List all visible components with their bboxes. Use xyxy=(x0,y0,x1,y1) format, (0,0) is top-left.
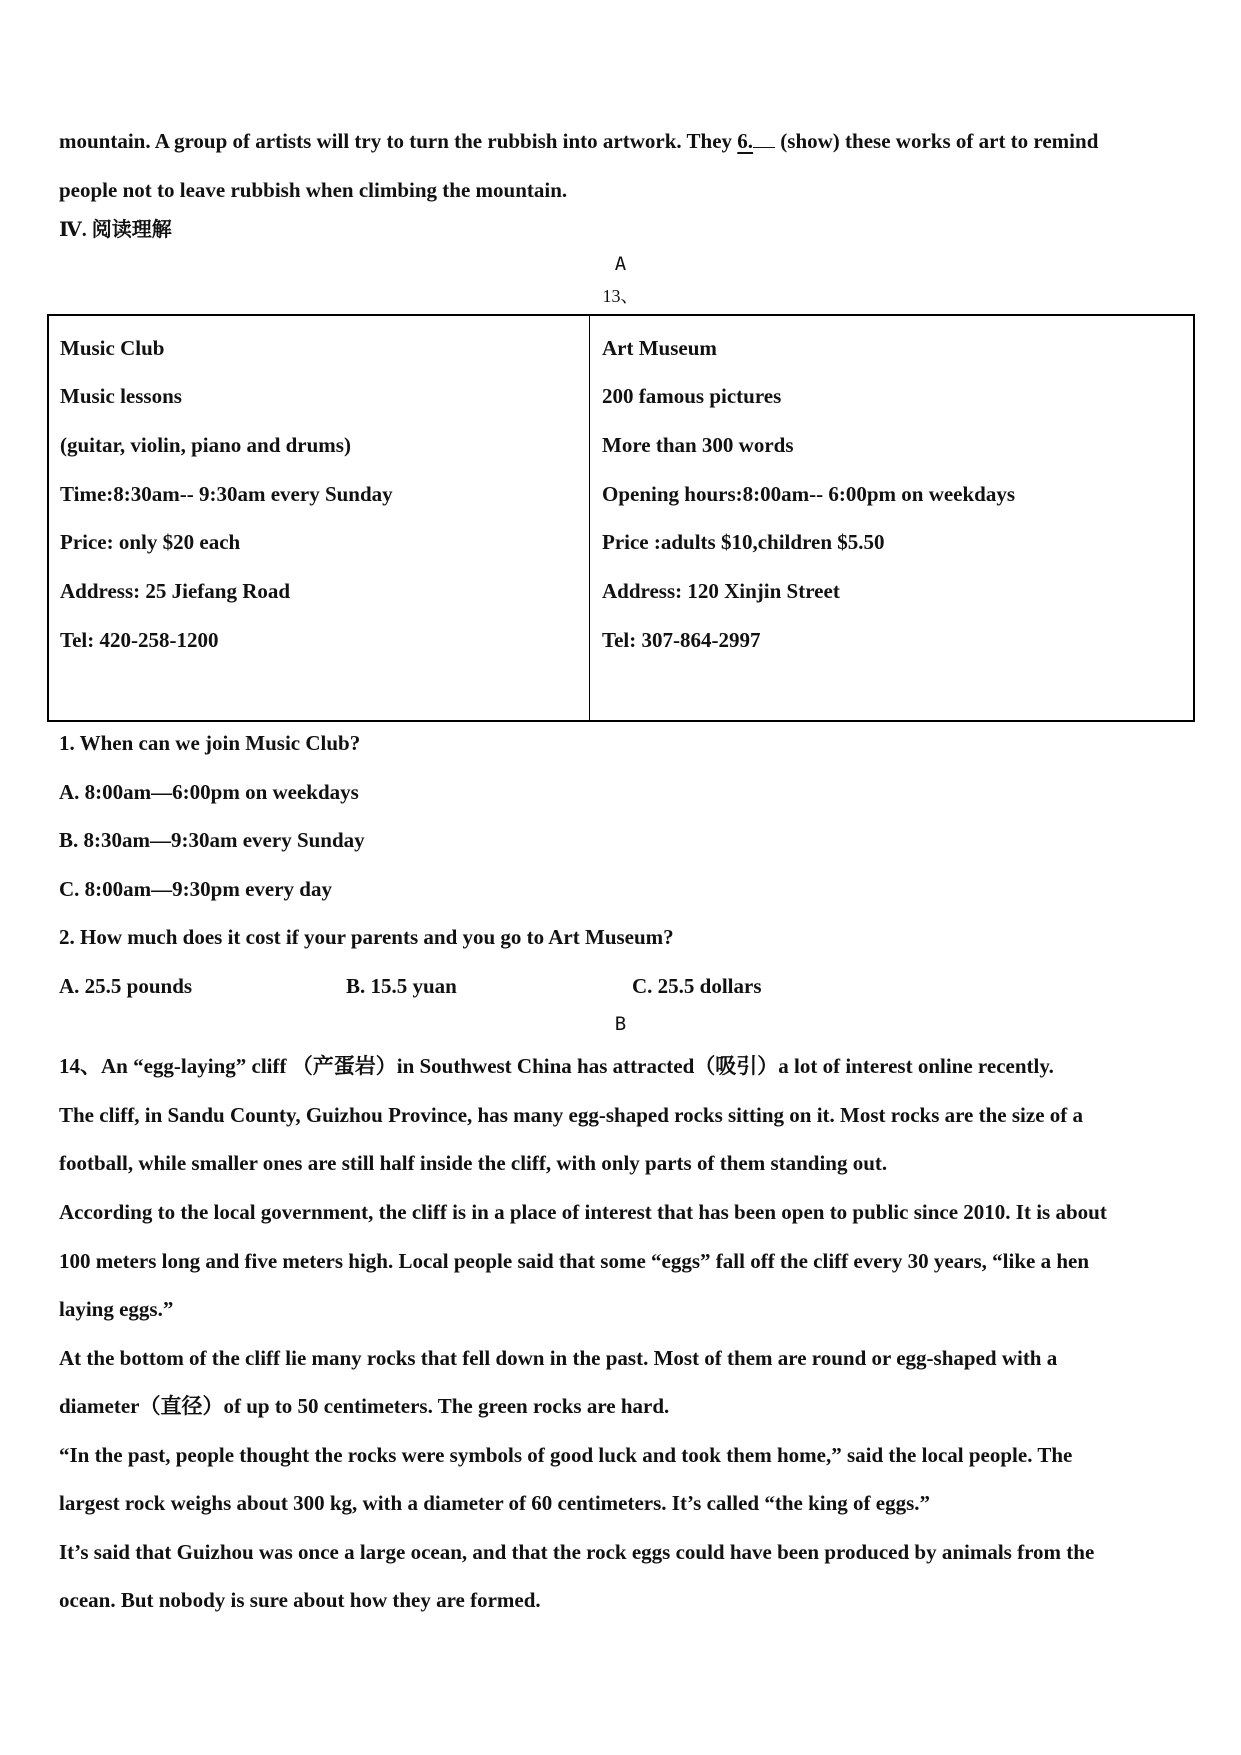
part-b-label: B xyxy=(614,1013,627,1035)
passage-b-line: 14、An “egg-laying” cliff （产蛋岩）in Southwest China has attracted（吸引）a lot of interest online recently. xyxy=(59,1054,1054,1078)
table-divider xyxy=(589,316,590,720)
passage-b-line: 100 meters long and five meters high. Local people said that some “eggs” fall off the cliff every 30 years, “like a hen xyxy=(59,1249,1090,1273)
passage-b-line: According to the local government, the cliff is in a place of interest that has been open to public since 2010. It is about xyxy=(59,1200,1107,1224)
music-club-time: Time:8:30am-- 9:30am every Sunday xyxy=(60,482,393,506)
q2-option-c[interactable]: C. 25.5 dollars xyxy=(632,974,762,998)
answer-blank-6[interactable]: 6. xyxy=(737,129,754,153)
passage-b-line: ocean. But nobody is sure about how they are formed. xyxy=(59,1588,541,1612)
art-museum-line: More than 300 words xyxy=(602,433,794,457)
art-museum-title: Art Museum xyxy=(602,336,717,360)
passage-b-line: laying eggs.” xyxy=(59,1297,174,1321)
q1-option-a[interactable]: A. 8:00am—6:00pm on weekdays xyxy=(59,780,359,804)
passage-b-line: diameter（直径）of up to 50 centimeters. The green rocks are hard. xyxy=(59,1394,670,1418)
passage-b-line: The cliff, in Sandu County, Guizhou Province, has many egg-shaped rocks sitting on it. Most rocks are the size of a xyxy=(59,1103,1084,1127)
passage-b-line: At the bottom of the cliff lie many rocks that fell down in the past. Most of them are round or egg-shaped with a xyxy=(59,1346,1058,1370)
music-club-line: Music lessons xyxy=(60,384,182,408)
art-museum-tel: Tel: 307-864-2997 xyxy=(602,628,761,652)
question-1: 1. When can we join Music Club? xyxy=(59,731,361,755)
passage-line-1 xyxy=(59,128,1201,154)
art-museum-price: Price :adults $10,children $5.50 xyxy=(602,530,885,554)
art-museum-address: Address: 120 Xinjin Street xyxy=(602,579,840,603)
blank-underline xyxy=(753,129,775,148)
art-museum-line: 200 famous pictures xyxy=(602,384,782,408)
q1-option-c[interactable]: C. 8:00am—9:30pm every day xyxy=(59,877,332,901)
music-club-address: Address: 25 Jiefang Road xyxy=(60,579,291,603)
passage-line-2: people not to leave rubbish when climbing the mountain. xyxy=(59,178,568,202)
music-club-title: Music Club xyxy=(60,336,165,360)
question-13-label: 13、 xyxy=(602,286,639,306)
music-club-price: Price: only $20 each xyxy=(60,530,241,554)
passage-text: mountain. A group of artists will try to turn the rubbish into artwork. They xyxy=(59,129,738,153)
q1-option-b[interactable]: B. 8:30am—9:30am every Sunday xyxy=(59,828,365,852)
ads-table xyxy=(47,314,1195,722)
passage-text: (show) these works of art to remind xyxy=(775,129,1099,153)
music-club-tel: Tel: 420-258-1200 xyxy=(60,628,219,652)
passage-b-line: It’s said that Guizhou was once a large ocean, and that the rock eggs could have been produced by animals from the xyxy=(59,1540,1095,1564)
question-2: 2. How much does it cost if your parents and you go to Art Museum? xyxy=(59,925,674,949)
q2-option-a[interactable]: A. 25.5 pounds xyxy=(59,974,193,998)
passage-b-line: football, while smaller ones are still half inside the cliff, with only parts of them standing out. xyxy=(59,1151,888,1175)
part-a-label: A xyxy=(614,253,627,275)
music-club-line: (guitar, violin, piano and drums) xyxy=(60,433,351,457)
passage-b-line: “In the past, people thought the rocks were symbols of good luck and took them home,” said the local people. The xyxy=(59,1443,1073,1467)
q2-option-b[interactable]: B. 15.5 yuan xyxy=(346,974,457,998)
art-museum-hours: Opening hours:8:00am-- 6:00pm on weekdays xyxy=(602,482,1016,506)
section-heading: Ⅳ. 阅读理解 xyxy=(59,219,172,241)
passage-b-line: largest rock weighs about 300 kg, with a diameter of 60 centimeters. It’s called “the king of eggs.” xyxy=(59,1491,931,1515)
